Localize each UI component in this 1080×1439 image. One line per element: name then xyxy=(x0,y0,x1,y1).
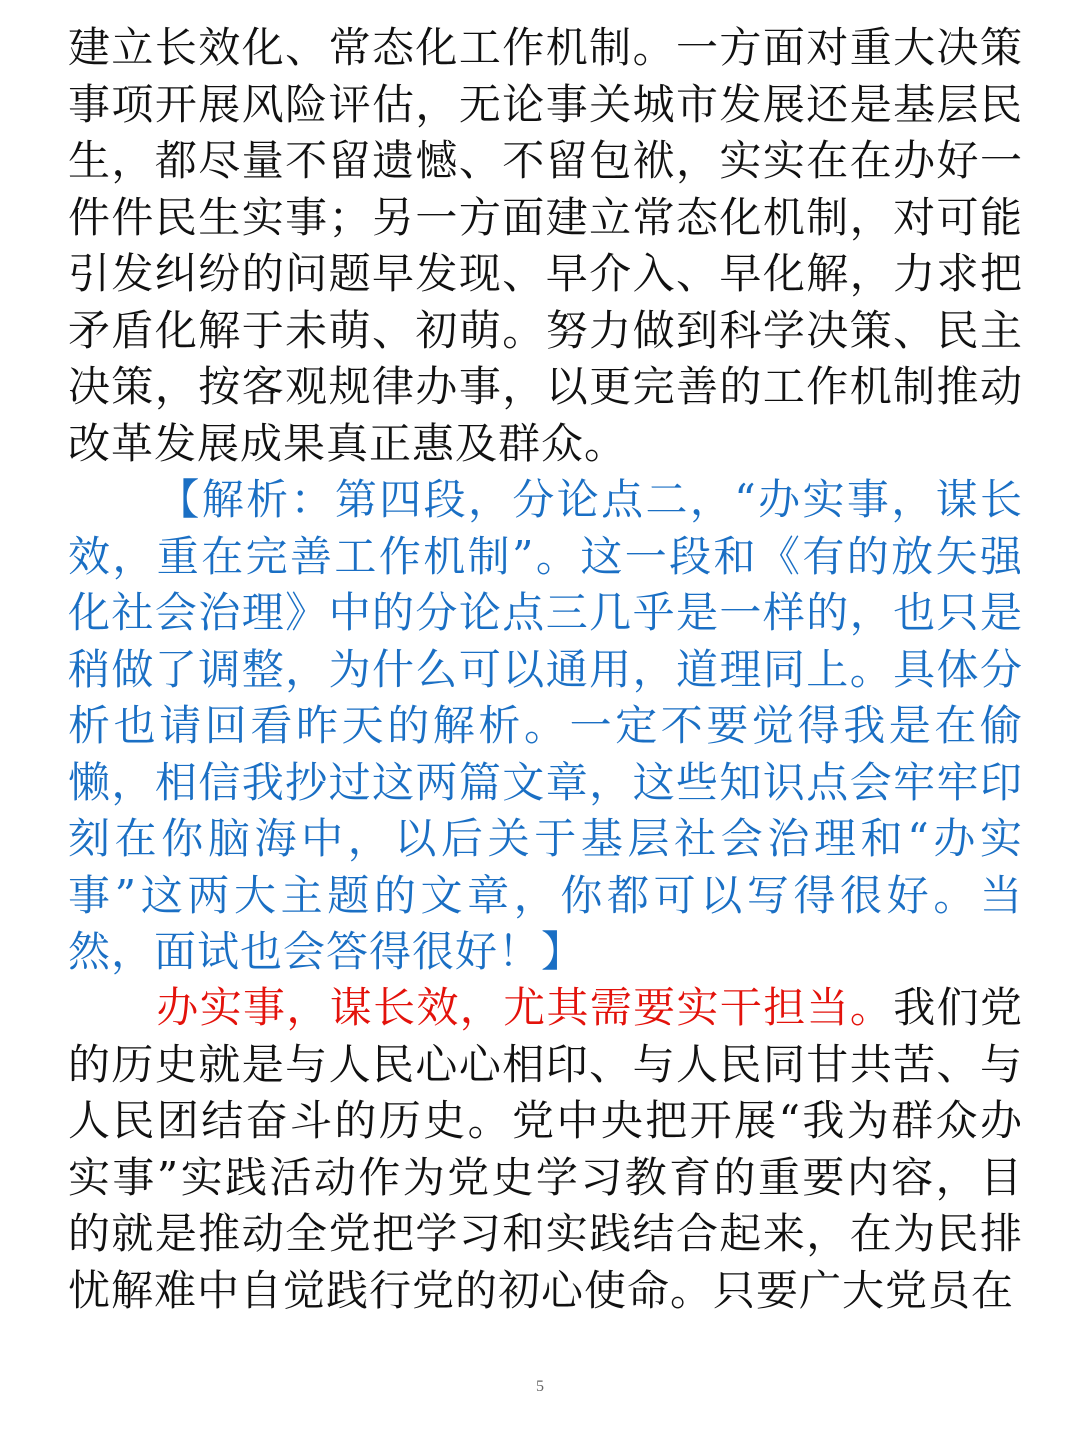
sub-argument-heading: 办实事，谋长效，尤其需要实干担当。 xyxy=(156,983,894,1032)
analysis-paragraph xyxy=(68,472,1023,981)
body-paragraph-1 xyxy=(68,20,1023,472)
body-paragraph-3 xyxy=(68,980,1023,1319)
paragraph-3-text: 我们党的历史就是与人民心心相印、与人民同甘共苦、与人民团结奋斗的历史。党中央把开展“我为群众办实事”实践活动作为党史学习教育的重要内容，目的就是推动全党把学习和实践结合起来，在为民排忧解难中自觉践行党的初心使命。只要广大党员在 xyxy=(68,983,1023,1315)
analysis-text: 【解析：第四段，分论点二，“办实事，谋长效，重在完善工作机制”。这一段和《有的放矢强化社会治理》中的分论点三几乎是一样的，也只是稍做了调整，为什么可以通用，道理同上。具体分析也请回看昨天的解析。一定不要觉得我是在偷懒，相信我抄过这两篇文章，这些知识点会牢牢印刻在你脑海中，以后关于基层社会治理和“办实事”这两大主题的文章，你都可以写得很好。当然，面试也会答得很好！】 xyxy=(68,475,1023,976)
paragraph-1-text: 建立长效化、常态化工作机制。一方面对重大决策事项开展风险评估，无论事关城市发展还是基层民生，都尽量不留遗憾、不留包袱，实实在在办好一件件民生实事；另一方面建立常态化机制，对可能引发纠纷的问题早发现、早介入、早化解，力求把矛盾化解于未萌、初萌。努力做到科学决策、民主决策，按客观规律办事，以更完善的工作机制推动改革发展成果真正惠及群众。 xyxy=(68,23,1023,468)
page-number: 5 xyxy=(536,1378,544,1395)
